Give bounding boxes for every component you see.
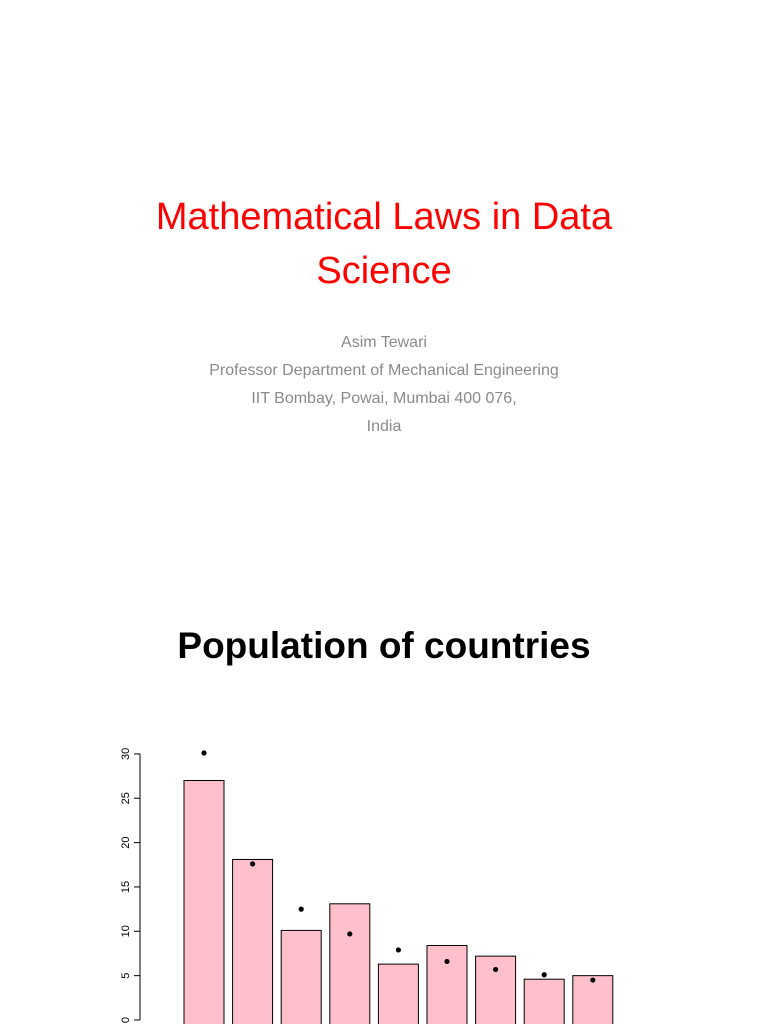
bar-4 xyxy=(330,904,370,1024)
chart-slide-title: Population of countries xyxy=(177,625,591,666)
point-3 xyxy=(299,907,304,912)
bar-6 xyxy=(427,945,467,1024)
y-tick-label: 10 xyxy=(120,925,132,938)
bar-5 xyxy=(378,964,418,1024)
point-6 xyxy=(444,959,449,964)
point-1 xyxy=(201,750,206,755)
author-name: Asim Tewari xyxy=(341,334,427,351)
y-tick-label: 15 xyxy=(120,880,132,894)
author-country: India xyxy=(366,418,402,435)
y-tick-label: 5 xyxy=(120,972,132,979)
bar-2 xyxy=(233,859,273,1024)
y-tick-label: 0 xyxy=(120,1016,132,1024)
author-position: Professor Department of Mechanical Engineering xyxy=(209,362,559,379)
point-9 xyxy=(590,977,595,982)
author-block xyxy=(0,329,768,441)
point-2 xyxy=(250,861,255,866)
bar-9 xyxy=(573,976,613,1024)
bar-1 xyxy=(184,781,224,1024)
y-tick-label: 30 xyxy=(120,747,132,761)
slide-title xyxy=(0,190,768,298)
bar-3 xyxy=(281,930,321,1024)
point-5 xyxy=(396,947,401,952)
point-8 xyxy=(542,972,547,977)
y-tick-label: 20 xyxy=(120,836,132,849)
slide-title-line-1: Mathematical Laws in Data xyxy=(155,196,613,238)
chart-slide xyxy=(0,576,768,1024)
y-tick-label: 25 xyxy=(120,792,132,805)
point-7 xyxy=(493,967,498,972)
slide-title-line-2: Science xyxy=(316,250,452,292)
bar-7 xyxy=(476,956,516,1024)
point-4 xyxy=(347,931,352,936)
author-address: IIT Bombay, Powai, Mumbai 400 076, xyxy=(251,390,517,407)
bar-8 xyxy=(524,979,564,1024)
bar-chart xyxy=(118,688,658,1024)
